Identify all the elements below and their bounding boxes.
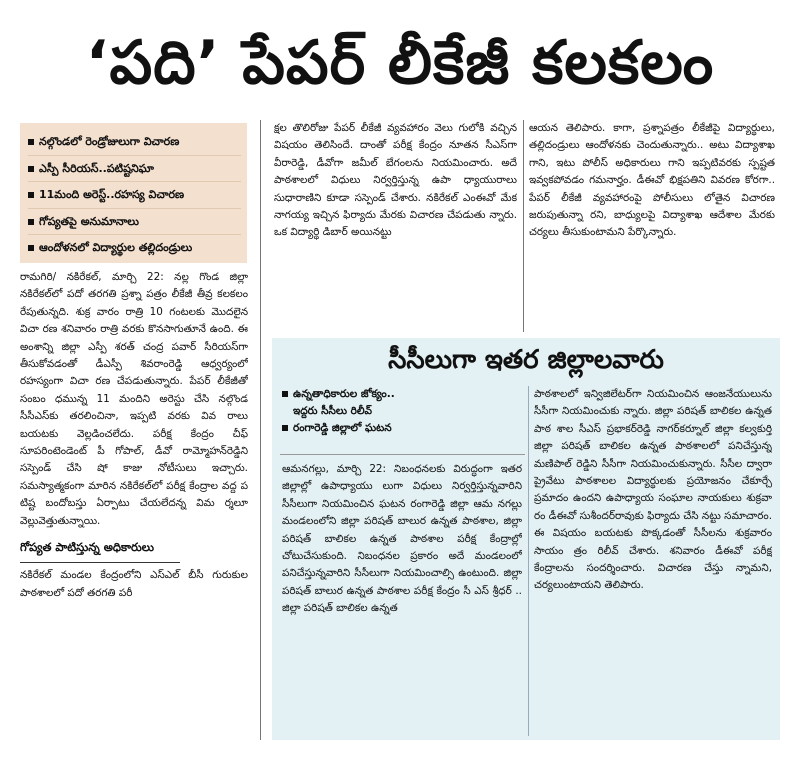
article-column-3 (529, 120, 775, 332)
highlight-item (28, 209, 241, 236)
bullet-icon (282, 391, 288, 397)
highlight-text: గోప్యతపై అనుమానాలు (39, 214, 139, 228)
section-subhead: గోప్యత పాటిస్తున్న అధికారులు (20, 540, 154, 555)
article-paragraph: నకిరేకల్ మండల కేంద్రంలోని ఎస్ఎల్ బీసీ గురుకుల పాఠశాలలో పదో తరగతి పరీ (20, 569, 248, 599)
article-paragraph: క్షల తొలిరోజు పేపర్ లీకేజీ వ్యవహారం వెలు గులోకి వచ్చిన విషయం తెలిసిందే. దాంతో పరీక్ష కేంద్రం నూతన సీఎస్‌గా వీరారెడ్డి, డీవోగా జమీల్ బేగంలను నియమించారు. అదే పాఠశాలలో విధులు నిర్వర్తిస్తున్న ఉపా ధ్యాయురాలు సుధారాణిని కూడా సస్పెండ్ చేశారు. నకిరేకల్ ఎంఈవో మేక నాగయ్య ఇచ్చిన ఫిర్యాదు మేరకు విచారణ చేపడుతు న్నారు. ఒక విద్యార్థి డిబార్ అయినట్టు (274, 122, 517, 239)
bullet-icon (28, 139, 34, 145)
highlight-item (28, 156, 241, 183)
box-column-divider (528, 386, 529, 736)
highlight-item (28, 129, 241, 156)
box-bullet-item (282, 386, 522, 403)
bullet-icon (28, 245, 34, 251)
bullet-icon (28, 192, 34, 198)
headline: ‘పది’ పేపర్ లీకేజీ కలకలం (85, 28, 715, 98)
bullet-icon (28, 166, 34, 172)
article-column-2 (274, 120, 517, 332)
column-divider (523, 120, 524, 332)
highlight-text: ఎస్పీ సీరియస్..పటిష్టనిఘా (39, 161, 154, 175)
box-divider (280, 454, 525, 455)
article-paragraph: పాఠశాలలో ఇన్విజిలేటర్‌గా నియమించిన ఆంజనేయులును సీసీగా నియమించుకు న్నారు. జిల్లా పరిషత్ బాలికల ఉన్నత పాఠ శాల సీఎస్ ప్రభాకర్‌రెడ్డి నాగర్‌కర్నూల్ జిల్లా కల్వకుర్తి జిల్లా పరిషత్ బాలికల ఉన్నత పాఠశాలలో పనిచేస్తున్న మణిపాల్ రెడ్డిని సీసీగా నియమించుకున్నారు. సీసీల ద్వారా ప్రైవేటు పాఠశాలల విద్యార్థులకు ప్రయోజనం చేకూర్చే ప్రమాదం ఉందని ఉపాధ్యాయ సంఘాల నాయకులు శుక్రవా రం డీఈవో సుశీందర్‌రావుకు ఫిర్యాదు చేసి నట్టు సమాచారం. ఈ విషయం బయటకు పొక్కడంతో సీసీలను శుక్రవారం సాయం త్రం రిలీవ్ చేశారు. శనివారం డీఈవో పరీక్ష కేంద్రాలను సందర్శించారు. విచారణ చేస్తు న్నామని, చర్యలుంటాయని తెలిపారు. (534, 388, 772, 592)
highlights-box (20, 123, 247, 263)
box-bullets (282, 386, 522, 456)
bullet-icon (282, 425, 288, 431)
bullet-icon (28, 219, 34, 225)
box-bullet-item (282, 420, 522, 437)
article-paragraph: ఆయన తెలిపారు. కాగా, ప్రశ్నాపత్రం లీకేజీపై విద్యార్థులు, తల్లిదండ్రులు ఆందోళనకు చెందుతున్నారు.. అటు విద్యాశాఖ గాని, ఇటు పోలీస్ అధికారులు గాని ఇప్పటివరకు స్పష్టత ఇవ్వకపోవడం గమనార్హం. డీఈవో భిక్షపతిని వివరణ కోరగా.. పేపర్ లీకేజీ వ్యవహారంపై పోలీసులు లోతైన విచారణ జరుపుతున్నా రని, బాధ్యులపై విద్యాశాఖ ఆదేశాల మేరకు చర్యలు తీసుకుంటామని పేర్కొన్నారు. (529, 122, 775, 239)
box-bullet-text: రంగారెడ్డి జిల్లాలో ఘటన (293, 422, 392, 434)
highlight-item (28, 182, 241, 209)
box-bullet-continuation: ఇద్దరు సీసీలు రిలీవ్ (293, 405, 373, 417)
column-divider (260, 120, 261, 740)
highlight-text: నల్గొండలో రెండ్రోజులుగా విచారణ (39, 135, 180, 148)
box-headline: సీసీలుగా ఇతర జిల్లాలవారు (388, 345, 664, 375)
article-paragraph: ఆమనగల్లు, మార్చి 22: నిబంధనలకు విరుద్ధంగా ఇతర జిల్లాల్లో ఉపాధ్యాయు లుగా విధులు నిర్వర్తిస్తున్నవారిని సీసీలుగా నియమించిన ఘటన రంగారెడ్డి జిల్లా ఆమ నగల్లు మండలంలోని జిల్లా పరిషత్ బాలుర ఉన్నత పాఠశాల, జిల్లా పరిషత్ బాలికల ఉన్నత పాఠశాల పరీక్ష కేంద్రాల్లో చోటుచేసుకుంది. నిబంధనల ప్రకారం అదే మండలంలో పనిచేస్తున్నవారిని సీసీలుగా నియమించాల్సి ఉంటుంది. జిల్లా పరిషత్ బాలుర ఉన్నత పాఠశాల పరీక్ష కేంద్రం సీ ఎస్ శ్రీధర్ .. జిల్లా పరిషత్ బాలికల ఉన్నత (282, 463, 522, 615)
highlight-text: ఆందోళనలో విద్యార్థుల తల్లిదండ్రులు (39, 241, 193, 254)
box-bullet-text: ఉన్నతాధికారుల జోక్యం.. (293, 388, 395, 400)
article-paragraph: రామగిరి/ నకిరేకల్, మార్చి 22: నల్ల గొండ జిల్లా నకిరేకల్‌లో పదో తరగతి ప్రశ్నా పత్రం లీకేజీ తీవ్ర కలకలం రేపుతున్నది. శుక్ర వారం రాత్రి 10 గంటలకు మొదలైన విచా రణ శనివారం రాత్రి వరకు కొనసాగుతూనే ఉంది. ఈ అంశాన్ని జిల్లా ఎస్పీ శరత్ చంద్ర పవార్ సీరియస్‌గా తీసుకోవడంతో డీఎస్పీ శివరాంరెడ్డి ఆధ్వర్యంలో రహస్యంగా విచా రణ చేపడుతున్నారు. పేపర్ లీకేజీతో సంబం ధమున్న 11 మందిని అరెస్టు చేసి నల్గొండ సీసీఎస్‌కు తరలించినా, ఇప్పటి వరకు వివ రాలు బయటకు వెల్లడించలేదు. పరీక్ష కేంద్రం చీఫ్ సూపరింటెండెంట్ పీ గోపాల్, డీవో రామ్మోహన్‌రెడ్డిని సస్పెండ్ చేసి షో కాజు నోటీసులు ఇచ్చారు. సమస్యాత్మకంగా మారిన నకిరేకల్‌లో పరీక్ష కేంద్రాల వద్ద ప టిష్ట బందోబస్తు ఏర్పాటు చేయలేదన్న విమ ర్శలూ వెల్లువెత్తుతున్నాయి. (20, 271, 248, 527)
article-column-1 (20, 269, 248, 739)
highlight-text: 11మంది అరెస్ట్..రహస్య విచారణ (39, 188, 185, 201)
subhead-divider (20, 562, 180, 563)
sidebar-story-box (272, 338, 780, 740)
box-column-2 (534, 386, 772, 736)
highlight-item (28, 235, 241, 261)
box-column-1 (282, 461, 522, 736)
